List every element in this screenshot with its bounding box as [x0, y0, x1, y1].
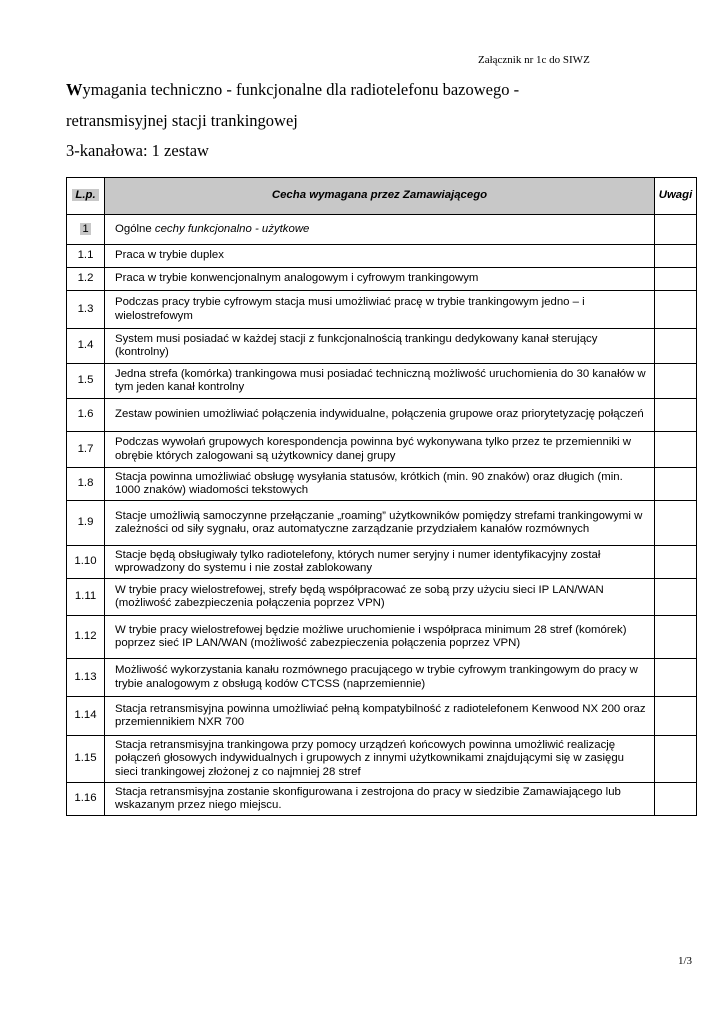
notes-cell: [655, 245, 697, 268]
row-number: 1.7: [67, 432, 105, 468]
section-number: 1: [67, 215, 105, 245]
table-row: [67, 579, 697, 616]
row-number: 1.4: [67, 329, 105, 364]
notes-cell: [655, 736, 697, 783]
row-requirement: Podczas pracy trybie cyfrowym stacja musi umożliwiać pracę w trybie trankingowym jedno – i wielostrefowym: [105, 291, 655, 329]
row-requirement: Stacja retransmisyjna zostanie skonfigurowana i zestrojona do pracy w siedzibie Zamawiającego lub wskazanym przez niego miejscu.: [105, 783, 655, 816]
row-number: 1.10: [67, 546, 105, 579]
title-initial: W: [66, 80, 83, 99]
title-line-1-text: ymagania techniczno - funkcjonalne dla radiotelefonu bazowego -: [82, 80, 520, 99]
row-requirement: System musi posiadać w każdej stacji z funkcjonalnością trankingu dedykowany kanał sterujący (kontrolny): [105, 329, 655, 364]
header-notes: Uwagi: [655, 178, 697, 215]
table-row: [67, 432, 697, 468]
requirements-table: [66, 177, 697, 816]
row-number: 1.14: [67, 697, 105, 736]
row-number: 1.15: [67, 736, 105, 783]
notes-cell: [655, 399, 697, 432]
notes-cell: [655, 616, 697, 659]
row-number: 1.12: [67, 616, 105, 659]
document-title-line-3: 3-kanałowa: 1 zestaw: [66, 141, 209, 160]
row-number: 1.8: [67, 468, 105, 501]
row-number: 1.1: [67, 245, 105, 268]
table-row: [67, 364, 697, 399]
notes-cell: [655, 546, 697, 579]
notes-cell: [655, 268, 697, 291]
row-requirement: Stacja retransmisyjna trankingowa przy pomocy urządzeń końcowych powinna umożliwić realizację połączeń głosowych indywidualnych i grupowych z innymi użytkownikami znajdującymi się w zasięgu sieci trankingowej złożonej z co najmniej 28 stref: [105, 736, 655, 783]
notes-cell: [655, 501, 697, 546]
row-requirement: Jedna strefa (komórka) trankingowa musi posiadać techniczną możliwość uruchomienia do 30 kanałów w tym jeden kanał kontrolny: [105, 364, 655, 399]
row-requirement: Praca w trybie duplex: [105, 245, 655, 268]
section-row: [67, 215, 697, 245]
section-label: Ogólne cechy funkcjonalno - użytkowe: [105, 215, 655, 245]
notes-cell: [655, 697, 697, 736]
row-requirement: Możliwość wykorzystania kanału rozmównego pracującego w trybie cyfrowym trankingowym do pracy w trybie analogowym z obsługą kodów CTCSS (naprzemiennie): [105, 659, 655, 697]
notes-cell: [655, 432, 697, 468]
document-title-line-2: retransmisyjnej stacji trankingowej: [66, 111, 298, 130]
notes-cell: [655, 468, 697, 501]
notes-cell: [655, 215, 697, 245]
table-row: [67, 736, 697, 783]
row-number: 1.13: [67, 659, 105, 697]
row-number: 1.11: [67, 579, 105, 616]
row-number: 1.9: [67, 501, 105, 546]
table-row: [67, 291, 697, 329]
table-row: [67, 546, 697, 579]
row-requirement: Stacje umożliwią samoczynne przełączanie „roaming” użytkowników pomiędzy strefami trankingowymi w zależności od siły sygnału, oraz automatyczne zarządzanie przydziałem kanałów rozmównych: [105, 501, 655, 546]
table-row: [67, 329, 697, 364]
document-title-line-1: [66, 80, 519, 100]
row-requirement: Stacja retransmisyjna powinna umożliwiać pełną kompatybilność z radiotelefonem Kenwood NX 200 oraz przemiennikiem NXR 700: [105, 697, 655, 736]
table-row: [67, 659, 697, 697]
notes-cell: [655, 783, 697, 816]
row-requirement: Zestaw powinien umożliwiać połączenia indywidualne, połączenia grupowe oraz priorytetyzację połączeń: [105, 399, 655, 432]
table-row: [67, 245, 697, 268]
table-row: [67, 697, 697, 736]
row-requirement: Stacje będą obsługiwały tylko radiotelefony, których numer seryjny i numer identyfikacyjny został wprowadzony do systemu i nie został zablokowany: [105, 546, 655, 579]
table-header-row: [67, 178, 697, 215]
row-requirement: W trybie pracy wielostrefowej będzie możliwe uruchomienie i współpraca minimum 28 stref (komórek) poprzez sieć IP LAN/WAN (możliwość zabezpieczenia połączenia poprzez VPN): [105, 616, 655, 659]
row-number: 1.3: [67, 291, 105, 329]
row-number: 1.16: [67, 783, 105, 816]
notes-cell: [655, 579, 697, 616]
notes-cell: [655, 364, 697, 399]
header-feature: Cecha wymagana przez Zamawiającego: [105, 178, 655, 215]
table-row: [67, 616, 697, 659]
notes-cell: [655, 659, 697, 697]
row-number: 1.6: [67, 399, 105, 432]
row-requirement: Praca w trybie konwencjonalnym analogowym i cyfrowym trankingowym: [105, 268, 655, 291]
notes-cell: [655, 329, 697, 364]
row-requirement: W trybie pracy wielostrefowej, strefy będą współpracować ze sobą przy użyciu sieci IP LAN/WAN (możliwość zabezpieczenia połączenia poprzez VPN): [105, 579, 655, 616]
table-row: [67, 783, 697, 816]
table-row: [67, 399, 697, 432]
row-requirement: Stacja powinna umożliwiać obsługę wysyłania statusów, krótkich (min. 90 znaków) oraz długich (min. 1000 znaków) wiadomości tekstowych: [105, 468, 655, 501]
table-row: [67, 501, 697, 546]
row-number: 1.2: [67, 268, 105, 291]
row-number: 1.5: [67, 364, 105, 399]
table-row: [67, 468, 697, 501]
notes-cell: [655, 291, 697, 329]
page-number: 1/3: [678, 955, 693, 967]
table-row: [67, 268, 697, 291]
annex-label: Załącznik nr 1c do SIWZ: [478, 54, 590, 66]
row-requirement: Podczas wywołań grupowych korespondencja powinna być wykonywana tylko przez te przemienniki w obrębie których zalogowani są użytkownicy danej grupy: [105, 432, 655, 468]
header-lp: L.p.: [67, 178, 105, 215]
